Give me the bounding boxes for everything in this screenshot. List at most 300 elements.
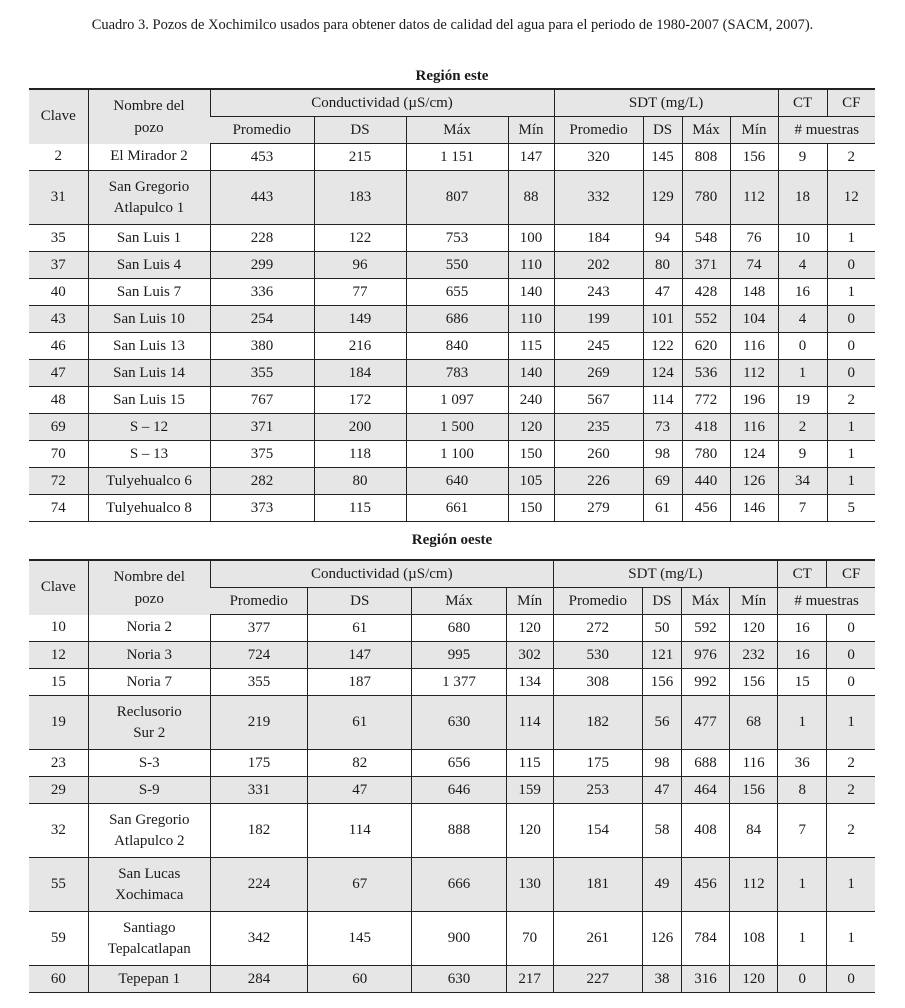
subheader-cond-promedio: Promedio [210, 588, 307, 615]
cell-sdt-promedio: 226 [554, 468, 643, 495]
cell-sdt-min: 156 [730, 777, 778, 804]
cell-clave: 72 [29, 468, 88, 495]
cell-sdt-min: 116 [730, 333, 778, 360]
cell-nombre: Reclusorio Sur 2 [88, 696, 210, 750]
cell-sdt-ds: 80 [643, 252, 682, 279]
cell-sdt-ds: 122 [643, 333, 682, 360]
cell-cond-max: 630 [412, 696, 506, 750]
cell-cond-min: 70 [506, 912, 553, 966]
cell-ct-muestras: 16 [778, 615, 827, 642]
cell-cf-muestras: 5 [827, 495, 875, 522]
cell-sdt-min: 116 [730, 414, 778, 441]
cell-sdt-max: 456 [681, 858, 729, 912]
cell-ct-muestras: 7 [778, 804, 827, 858]
header-clave: Clave [29, 560, 88, 615]
cell-sdt-max: 418 [682, 414, 730, 441]
cell-cf-muestras: 2 [827, 777, 875, 804]
cell-cond-min: 217 [506, 966, 553, 993]
cell-sdt-ds: 129 [643, 171, 682, 225]
subheader-sdt-max: Máx [682, 117, 730, 144]
cell-cond-ds: 61 [308, 696, 412, 750]
cell-nombre: S-3 [88, 750, 210, 777]
cell-cond-promedio: 724 [210, 642, 307, 669]
subheader-sdt-ds: DS [643, 117, 682, 144]
cell-sdt-min: 116 [730, 750, 778, 777]
cell-cond-promedio: 377 [210, 615, 307, 642]
cell-cond-promedio: 342 [210, 912, 307, 966]
cell-sdt-max: 976 [681, 642, 729, 669]
cell-sdt-min: 156 [730, 144, 778, 171]
cell-cond-max: 1 377 [412, 669, 506, 696]
cell-clave: 48 [29, 387, 88, 414]
cell-cond-promedio: 375 [210, 441, 314, 468]
cell-cond-promedio: 371 [210, 414, 314, 441]
cell-cond-promedio: 767 [210, 387, 314, 414]
data-table-1 [29, 559, 875, 993]
cell-clave: 59 [29, 912, 88, 966]
cell-sdt-min: 112 [730, 171, 778, 225]
cell-cond-min: 150 [508, 441, 554, 468]
cell-nombre: San Luis 4 [88, 252, 210, 279]
cell-ct-muestras: 16 [778, 642, 827, 669]
cell-clave: 32 [29, 804, 88, 858]
cell-sdt-max: 780 [682, 171, 730, 225]
region-title: Región este [415, 68, 489, 84]
cell-sdt-ds: 156 [642, 669, 681, 696]
subheader-sdt-min: Mín [730, 117, 778, 144]
subheader-cond-min: Mín [508, 117, 554, 144]
cell-sdt-promedio: 530 [553, 642, 642, 669]
cell-sdt-ds: 94 [643, 225, 682, 252]
cell-ct-muestras: 4 [778, 252, 827, 279]
cell-ct-muestras: 4 [778, 306, 827, 333]
cell-sdt-promedio: 199 [554, 306, 643, 333]
cell-ct-muestras: 8 [778, 777, 827, 804]
cell-clave: 47 [29, 360, 88, 387]
cell-cf-muestras: 2 [827, 144, 875, 171]
cell-sdt-ds: 47 [642, 777, 681, 804]
cell-sdt-ds: 58 [642, 804, 681, 858]
cell-sdt-ds: 126 [642, 912, 681, 966]
cell-cond-ds: 215 [314, 144, 406, 171]
cell-cond-promedio: 299 [210, 252, 314, 279]
cell-cond-min: 130 [506, 858, 553, 912]
cell-cond-promedio: 331 [210, 777, 307, 804]
cell-clave: 60 [29, 966, 88, 993]
cell-nombre: Noria 3 [88, 642, 210, 669]
cell-sdt-ds: 145 [643, 144, 682, 171]
cell-cond-min: 110 [508, 306, 554, 333]
cell-cond-min: 140 [508, 279, 554, 306]
cell-sdt-min: 126 [730, 468, 778, 495]
cell-nombre: San Luis 14 [88, 360, 210, 387]
header-row [29, 560, 875, 588]
cell-cond-promedio: 355 [210, 360, 314, 387]
table-row [29, 669, 875, 696]
cell-cond-promedio: 228 [210, 225, 314, 252]
cell-cond-ds: 122 [314, 225, 406, 252]
table-row [29, 225, 875, 252]
cell-cf-muestras: 0 [827, 252, 875, 279]
cell-cond-ds: 82 [308, 750, 412, 777]
table-row [29, 144, 875, 171]
subheader-sdt-min: Mín [730, 588, 778, 615]
cell-sdt-max: 456 [682, 495, 730, 522]
table-row [29, 966, 875, 993]
cell-cond-min: 100 [508, 225, 554, 252]
table-caption: Cuadro 3. Pozos de Xochimilco usados para obtener datos de calidad del agua para el periodo de 1980-2007 (SACM, 2007). [91, 17, 814, 33]
cell-cond-max: 666 [412, 858, 506, 912]
cell-ct-muestras: 15 [778, 669, 827, 696]
cell-sdt-promedio: 202 [554, 252, 643, 279]
cell-sdt-max: 536 [682, 360, 730, 387]
cell-ct-muestras: 1 [778, 912, 827, 966]
cell-clave: 10 [29, 615, 88, 642]
table-row [29, 414, 875, 441]
cell-ct-muestras: 0 [778, 333, 827, 360]
cell-sdt-min: 120 [730, 966, 778, 993]
cell-cond-ds: 80 [314, 468, 406, 495]
header-nombre: Nombre del pozo [88, 89, 210, 144]
cell-ct-muestras: 18 [778, 171, 827, 225]
cell-cond-promedio: 224 [210, 858, 307, 912]
cell-nombre: San Luis 10 [88, 306, 210, 333]
cell-cond-min: 114 [506, 696, 553, 750]
cell-cond-promedio: 254 [210, 306, 314, 333]
cell-ct-muestras: 1 [778, 696, 827, 750]
cell-cond-ds: 216 [314, 333, 406, 360]
subheader-sdt-max: Máx [681, 588, 729, 615]
cell-cond-max: 630 [412, 966, 506, 993]
cell-sdt-max: 428 [682, 279, 730, 306]
cell-sdt-promedio: 253 [553, 777, 642, 804]
header-row [29, 89, 875, 117]
cell-cond-min: 150 [508, 495, 554, 522]
cell-sdt-ds: 98 [642, 750, 681, 777]
cell-cf-muestras: 1 [827, 225, 875, 252]
cell-cond-max: 900 [412, 912, 506, 966]
cell-cond-max: 661 [406, 495, 508, 522]
cell-nombre: Tulyehualco 6 [88, 468, 210, 495]
subheader-sdt-ds: DS [642, 588, 681, 615]
cell-sdt-promedio: 154 [553, 804, 642, 858]
cell-cond-min: 88 [508, 171, 554, 225]
table-row [29, 495, 875, 522]
cell-cond-max: 655 [406, 279, 508, 306]
table-row [29, 360, 875, 387]
cell-cond-promedio: 282 [210, 468, 314, 495]
cell-cf-muestras: 1 [827, 414, 875, 441]
cell-sdt-promedio: 227 [553, 966, 642, 993]
cell-sdt-promedio: 279 [554, 495, 643, 522]
cell-clave: 19 [29, 696, 88, 750]
cell-sdt-promedio: 175 [553, 750, 642, 777]
cell-cf-muestras: 0 [827, 966, 875, 993]
cell-cond-max: 1 100 [406, 441, 508, 468]
cell-nombre: S – 12 [88, 414, 210, 441]
cell-cf-muestras: 2 [827, 804, 875, 858]
cell-cf-muestras: 1 [827, 696, 875, 750]
subheader-cond-promedio: Promedio [210, 117, 314, 144]
table-row [29, 306, 875, 333]
subheader-muestras: # muestras [778, 588, 875, 615]
cell-cond-min: 147 [508, 144, 554, 171]
cell-sdt-promedio: 272 [553, 615, 642, 642]
table-row [29, 615, 875, 642]
subheader-cond-max: Máx [406, 117, 508, 144]
cell-ct-muestras: 36 [778, 750, 827, 777]
cell-cond-ds: 47 [308, 777, 412, 804]
cell-sdt-max: 772 [682, 387, 730, 414]
cell-cond-promedio: 373 [210, 495, 314, 522]
cell-cond-ds: 61 [308, 615, 412, 642]
header-nombre: Nombre del pozo [88, 560, 210, 615]
cell-ct-muestras: 16 [778, 279, 827, 306]
cell-cond-max: 680 [412, 615, 506, 642]
table-row [29, 696, 875, 750]
cell-sdt-max: 808 [682, 144, 730, 171]
cell-cond-min: 120 [508, 414, 554, 441]
header-cf: CF [827, 560, 875, 588]
cell-clave: 12 [29, 642, 88, 669]
cell-cond-ds: 187 [308, 669, 412, 696]
cell-ct-muestras: 1 [778, 858, 827, 912]
cell-cond-min: 140 [508, 360, 554, 387]
cell-sdt-min: 104 [730, 306, 778, 333]
cell-cf-muestras: 2 [827, 750, 875, 777]
region-title: Región oeste [411, 532, 493, 548]
cell-cond-ds: 115 [314, 495, 406, 522]
cell-sdt-promedio: 235 [554, 414, 643, 441]
cell-nombre: San Luis 7 [88, 279, 210, 306]
cell-sdt-max: 408 [681, 804, 729, 858]
cell-sdt-promedio: 243 [554, 279, 643, 306]
cell-clave: 2 [29, 144, 88, 171]
subheader-cond-ds: DS [314, 117, 406, 144]
cell-cond-promedio: 453 [210, 144, 314, 171]
cell-clave: 37 [29, 252, 88, 279]
cell-ct-muestras: 19 [778, 387, 827, 414]
cell-cond-ds: 60 [308, 966, 412, 993]
cell-cf-muestras: 0 [827, 333, 875, 360]
cell-sdt-min: 76 [730, 225, 778, 252]
cell-cond-ds: 183 [314, 171, 406, 225]
cell-sdt-min: 108 [730, 912, 778, 966]
cell-cond-max: 550 [406, 252, 508, 279]
cell-ct-muestras: 2 [778, 414, 827, 441]
cell-clave: 31 [29, 171, 88, 225]
data-table-0 [29, 88, 875, 522]
subheader-cond-max: Máx [412, 588, 506, 615]
cell-clave: 23 [29, 750, 88, 777]
cell-sdt-max: 992 [681, 669, 729, 696]
cell-cond-promedio: 336 [210, 279, 314, 306]
cell-sdt-promedio: 567 [554, 387, 643, 414]
cell-sdt-promedio: 181 [553, 858, 642, 912]
cell-cond-promedio: 380 [210, 333, 314, 360]
cell-nombre: Tulyehualco 8 [88, 495, 210, 522]
cell-cond-promedio: 355 [210, 669, 307, 696]
cell-sdt-promedio: 260 [554, 441, 643, 468]
cell-sdt-max: 371 [682, 252, 730, 279]
cell-sdt-ds: 38 [642, 966, 681, 993]
cell-cf-muestras: 1 [827, 468, 875, 495]
cell-nombre: Noria 7 [88, 669, 210, 696]
cell-cond-max: 1 500 [406, 414, 508, 441]
cell-sdt-max: 784 [681, 912, 729, 966]
cell-cond-promedio: 175 [210, 750, 307, 777]
cell-cond-min: 134 [506, 669, 553, 696]
cell-cond-min: 105 [508, 468, 554, 495]
cell-sdt-min: 124 [730, 441, 778, 468]
cell-sdt-min: 112 [730, 360, 778, 387]
cell-sdt-promedio: 332 [554, 171, 643, 225]
table-row [29, 279, 875, 306]
cell-cond-max: 840 [406, 333, 508, 360]
cell-nombre: El Mirador 2 [88, 144, 210, 171]
cell-sdt-promedio: 182 [553, 696, 642, 750]
table-row [29, 441, 875, 468]
cell-sdt-promedio: 269 [554, 360, 643, 387]
cell-sdt-max: 688 [681, 750, 729, 777]
cell-ct-muestras: 9 [778, 441, 827, 468]
cell-ct-muestras: 10 [778, 225, 827, 252]
table-row [29, 171, 875, 225]
table-row [29, 642, 875, 669]
cell-sdt-ds: 98 [643, 441, 682, 468]
cell-cf-muestras: 1 [827, 912, 875, 966]
cell-sdt-max: 548 [682, 225, 730, 252]
cell-cond-min: 240 [508, 387, 554, 414]
header-clave: Clave [29, 89, 88, 144]
cell-nombre: Santiago Tepalcatlapan [88, 912, 210, 966]
cell-clave: 46 [29, 333, 88, 360]
cell-cf-muestras: 0 [827, 306, 875, 333]
cell-nombre: S – 13 [88, 441, 210, 468]
cell-sdt-max: 780 [682, 441, 730, 468]
header-cf: CF [827, 89, 875, 117]
cell-clave: 43 [29, 306, 88, 333]
cell-cf-muestras: 1 [827, 441, 875, 468]
header-ct: CT [778, 560, 827, 588]
cell-clave: 29 [29, 777, 88, 804]
cell-sdt-ds: 124 [643, 360, 682, 387]
cell-sdt-promedio: 245 [554, 333, 643, 360]
cell-cond-min: 110 [508, 252, 554, 279]
cell-nombre: San Gregorio Atlapulco 2 [88, 804, 210, 858]
cell-sdt-min: 196 [730, 387, 778, 414]
cell-sdt-ds: 47 [643, 279, 682, 306]
table-row [29, 387, 875, 414]
cell-cond-min: 159 [506, 777, 553, 804]
cell-sdt-promedio: 261 [553, 912, 642, 966]
header-sdt: SDT (mg/L) [554, 89, 778, 117]
cell-ct-muestras: 9 [778, 144, 827, 171]
cell-cond-promedio: 182 [210, 804, 307, 858]
table-row [29, 912, 875, 966]
cell-cond-max: 888 [412, 804, 506, 858]
cell-cond-max: 646 [412, 777, 506, 804]
cell-clave: 40 [29, 279, 88, 306]
header-conductividad: Conductividad (µS/cm) [210, 89, 554, 117]
cell-cf-muestras: 1 [827, 279, 875, 306]
cell-sdt-ds: 121 [642, 642, 681, 669]
cell-sdt-ds: 69 [643, 468, 682, 495]
cell-cf-muestras: 0 [827, 642, 875, 669]
table-row [29, 333, 875, 360]
cell-sdt-min: 84 [730, 804, 778, 858]
cell-clave: 55 [29, 858, 88, 912]
cell-sdt-min: 112 [730, 858, 778, 912]
cell-sdt-min: 68 [730, 696, 778, 750]
cell-cond-min: 302 [506, 642, 553, 669]
cell-cf-muestras: 1 [827, 858, 875, 912]
cell-cond-ds: 96 [314, 252, 406, 279]
cell-cond-min: 115 [508, 333, 554, 360]
cell-sdt-ds: 114 [643, 387, 682, 414]
header-sdt: SDT (mg/L) [553, 560, 778, 588]
cell-cond-promedio: 443 [210, 171, 314, 225]
cell-ct-muestras: 34 [778, 468, 827, 495]
cell-cond-max: 640 [406, 468, 508, 495]
cell-cond-max: 656 [412, 750, 506, 777]
cell-sdt-promedio: 308 [553, 669, 642, 696]
cell-cf-muestras: 12 [827, 171, 875, 225]
cell-sdt-min: 74 [730, 252, 778, 279]
cell-sdt-ds: 56 [642, 696, 681, 750]
cell-nombre: San Lucas Xochimaca [88, 858, 210, 912]
cell-sdt-max: 316 [681, 966, 729, 993]
cell-ct-muestras: 7 [778, 495, 827, 522]
cell-cf-muestras: 0 [827, 669, 875, 696]
cell-nombre: San Gregorio Atlapulco 1 [88, 171, 210, 225]
subheader-cond-ds: DS [308, 588, 412, 615]
cell-sdt-promedio: 184 [554, 225, 643, 252]
cell-sdt-ds: 49 [642, 858, 681, 912]
cell-cond-ds: 118 [314, 441, 406, 468]
cell-cond-ds: 147 [308, 642, 412, 669]
cell-cond-ds: 172 [314, 387, 406, 414]
cell-cond-max: 1 151 [406, 144, 508, 171]
cell-ct-muestras: 1 [778, 360, 827, 387]
subheader-sdt-promedio: Promedio [553, 588, 642, 615]
cell-cond-max: 783 [406, 360, 508, 387]
cell-nombre: Tepepan 1 [88, 966, 210, 993]
cell-cond-max: 807 [406, 171, 508, 225]
cell-ct-muestras: 0 [778, 966, 827, 993]
header-conductividad: Conductividad (µS/cm) [210, 560, 553, 588]
cell-cond-max: 686 [406, 306, 508, 333]
cell-cond-max: 1 097 [406, 387, 508, 414]
cell-clave: 15 [29, 669, 88, 696]
table-row [29, 750, 875, 777]
subheader-sdt-promedio: Promedio [554, 117, 643, 144]
cell-sdt-max: 552 [682, 306, 730, 333]
cell-cond-max: 753 [406, 225, 508, 252]
cell-cond-ds: 149 [314, 306, 406, 333]
cell-cond-ds: 200 [314, 414, 406, 441]
cell-clave: 35 [29, 225, 88, 252]
cell-cond-ds: 184 [314, 360, 406, 387]
table-row [29, 252, 875, 279]
subheader-muestras: # muestras [778, 117, 875, 144]
table-row [29, 468, 875, 495]
cell-nombre: Noria 2 [88, 615, 210, 642]
cell-cond-promedio: 284 [210, 966, 307, 993]
cell-nombre: San Luis 15 [88, 387, 210, 414]
cell-cf-muestras: 0 [827, 360, 875, 387]
cell-nombre: San Luis 13 [88, 333, 210, 360]
